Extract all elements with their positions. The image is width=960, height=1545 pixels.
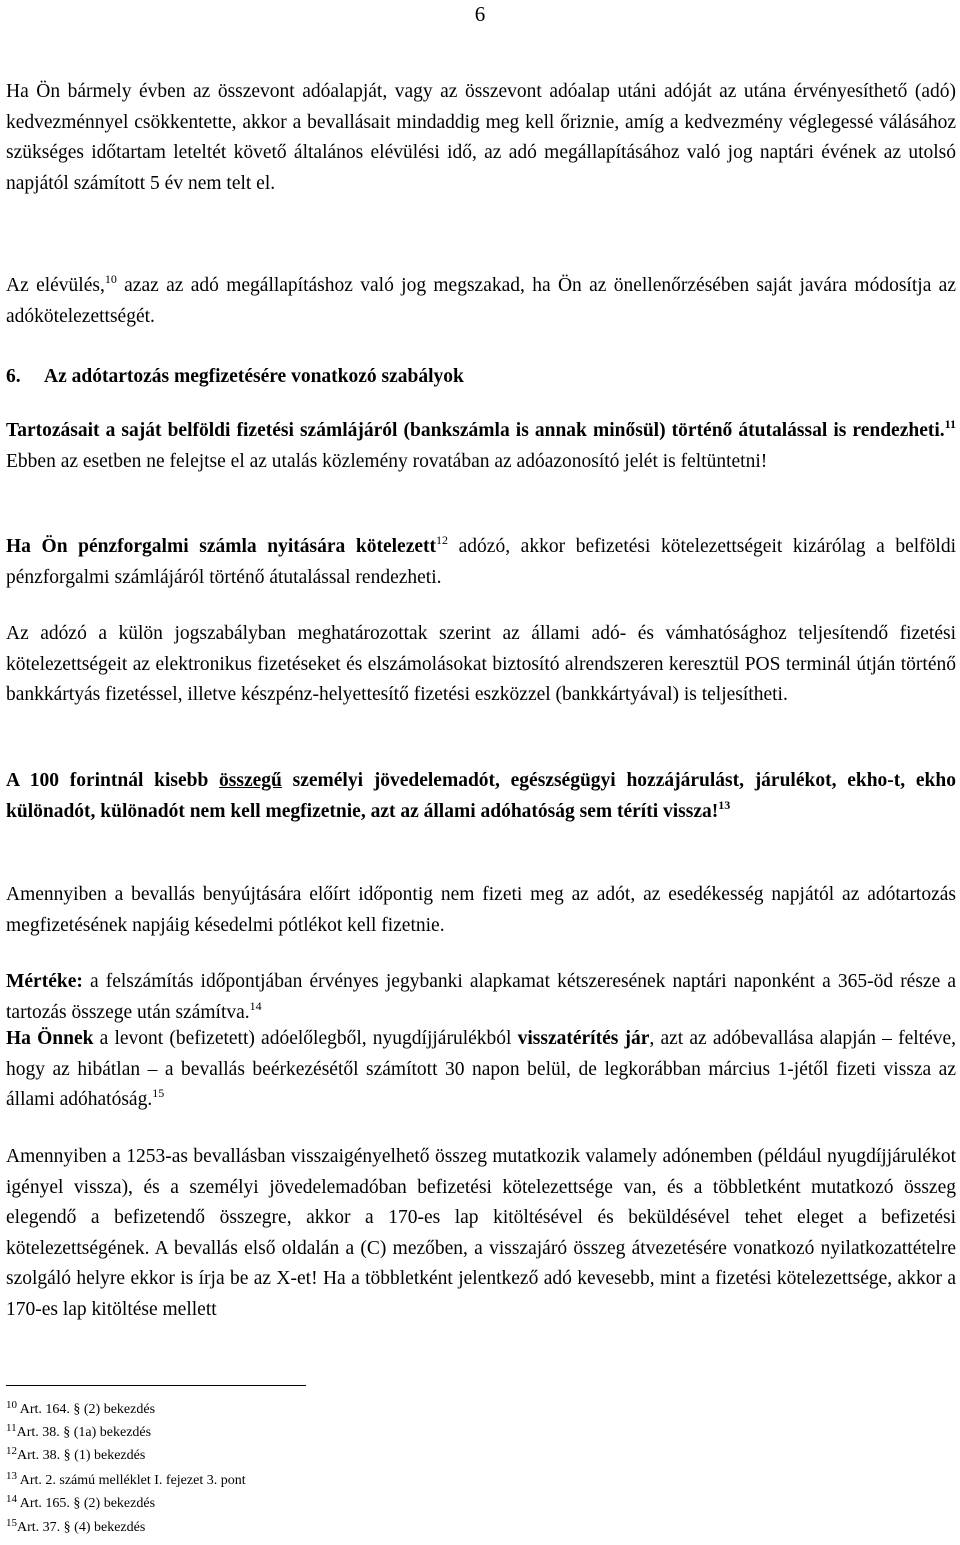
footnote-number: 14 xyxy=(6,1493,17,1505)
footnote-number: 15 xyxy=(6,1517,17,1529)
bold-text: Tartozásait a saját belföldi fizetési számlájáról (bankszámla is annak minősül) történő átutalással is rendezheti. xyxy=(6,420,945,441)
paragraph-refund xyxy=(6,1024,956,1116)
paragraph-rate xyxy=(6,967,956,1028)
footnote xyxy=(6,1445,146,1464)
footnote-number: 13 xyxy=(6,1470,17,1482)
footnote xyxy=(6,1422,152,1441)
underlined-text: összegű xyxy=(219,770,282,791)
bold-text: visszatérítés jár xyxy=(517,1028,650,1049)
text: , azt az adóbevallása alapján – feltéve, hogy az hibátlan – a bevallás beérkezésétől számított 30 napon belül, de legkorábban március 1-jétől fizeti vissza az állami adóhatóság. xyxy=(6,1028,956,1110)
bold-text: A 100 forintnál kisebb xyxy=(6,770,220,791)
text: adózó, akkor befizetési kötelezettségeit kizárólag a belföldi pénzforgalmi számlájáról történő átutalással rendezheti. xyxy=(6,536,956,588)
footnote-ref: 14 xyxy=(249,998,262,1013)
paragraph-small-amount xyxy=(6,766,956,827)
paragraph-1253-return: Amennyiben a 1253-as bevallásban visszaigényelhető összeg mutatkozik valamely adónemben (például nyugdíjjárulékot igényel vissza), és a személyi jövedelemadóban befizetési kötelezettsége van, és a többletként mutatkozó összeg elegendő a befizetendő összegre, akkor a 170-es lap kitöltésével és beküldésével tehet eleget a befizetési kötelezettségének. A bevallás első oldalán a (C) mezőben, a visszajáró összeg átvezetésére vonatkozó nyilatkozattételre szolgáló helyre ekkor is írja be az X-et! Ha a többletként jelentkező adó kevesebb, mint a fizetési kötelezettsége, akkor a 170-es lap kitöltése mellett xyxy=(6,1146,956,1320)
text: a felszámítás időpontjában érvényes jegybanki alapkamat kétszeresének naptári naponként a 365-öd része a tartozás összege után számítva. xyxy=(6,971,956,1023)
footnote-number: 12 xyxy=(6,1445,17,1457)
text: azaz az adó megállapításhoz való jog megszakad, ha Ön az önellenőrzésében saját javára módosítja az adókötelezettségét. xyxy=(6,275,956,327)
footnote-text: Art. 37. § (4) bekezdés xyxy=(17,1520,146,1535)
footnote-ref: 10 xyxy=(104,272,117,286)
paragraph-limitation xyxy=(6,271,956,332)
paragraph-pos-payment: Az adózó a külön jogszabályban meghatározottak szerint az állami adó- és vámhatósághoz teljesítendő fizetési kötelezettségeit az elektronikus fizetéseket és elszámolásokat biztosító alrendszeren keresztül POS terminál útján történő bankkártyás fizetéssel, illetve készpénz-helyettesítő fizetési eszközzel (bankkártyával) is teljesítheti. xyxy=(6,623,956,705)
page-number: 6 xyxy=(474,2,486,26)
footnote-ref: 11 xyxy=(944,417,956,431)
paragraph-late-payment: Amennyiben a bevallás benyújtására előírt időpontig nem fizeti meg az adót, az esedékesség napjától az adótartozás megfizetésének napjáig késedelmi pótlékot kell fizetnie. xyxy=(6,884,956,936)
footnote-number: 11 xyxy=(6,1422,17,1434)
bold-text: személyi jövedelemadót, egészségügyi hozzájárulást, járulékot, ekho-t, ekho különadót, különadót nem kell megfizetnie, azt az állami adóhatóság sem téríti vissza! xyxy=(6,770,956,822)
footnote xyxy=(6,1517,146,1536)
text: Ebben az esetben ne felejtse el az utalás közlemény rovatában az adóazonosító jelét is feltüntetni! xyxy=(6,450,768,472)
footnote-text: Art. 165. § (2) bekezdés xyxy=(17,1496,156,1511)
footnote-ref: 15 xyxy=(152,1086,165,1100)
paragraph-retention: Ha Ön bármely évben az összevont adóalapját, vagy az összevont adóalap utáni adóját az utána érvényesíthető (adó) kedvezménnyel csökkentette, akkor a bevallásait mindaddig meg kell őriznie, amíg a kedvezmény véglegessé válásához szükséges időtartam leteltét követő általános elévülési idő, az adó megállapításához való jog naptári évének az utolsó napjától számított 5 év nem telt el. xyxy=(6,81,956,194)
footnote xyxy=(6,1493,156,1512)
section-heading xyxy=(6,362,464,392)
bold-text: Ha Önnek xyxy=(6,1028,94,1049)
text: Az elévülés, xyxy=(6,275,105,296)
paragraph-bank-transfer xyxy=(6,416,956,477)
footnote-text: Art. 164. § (2) bekezdés xyxy=(17,1402,156,1417)
section-number: 6. xyxy=(6,366,21,387)
footnote-text: Art. 38. § (1a) bekezdés xyxy=(16,1425,152,1440)
footnote-ref: 12 xyxy=(436,533,449,547)
paragraph-payment-account xyxy=(6,532,956,593)
section-title: Az adótartozás megfizetésére vonatkozó szabályok xyxy=(44,366,464,387)
footnote-text: Art. 2. számú melléklet I. fejezet 3. pont xyxy=(17,1473,246,1488)
footnote-separator xyxy=(6,1385,306,1386)
bold-text: Mértéke: xyxy=(6,971,83,992)
footnote xyxy=(6,1470,246,1489)
bold-text: Ha Ön pénzforgalmi számla nyitására kötelezett xyxy=(6,536,437,557)
footnote-text: Art. 38. § (1) bekezdés xyxy=(17,1448,146,1463)
footnote-ref: 13 xyxy=(718,797,731,812)
footnote xyxy=(6,1399,156,1418)
text: a levont (befizetett) adóelőlegből, nyugdíjjárulékból xyxy=(93,1028,518,1049)
footnote-number: 10 xyxy=(6,1399,17,1411)
